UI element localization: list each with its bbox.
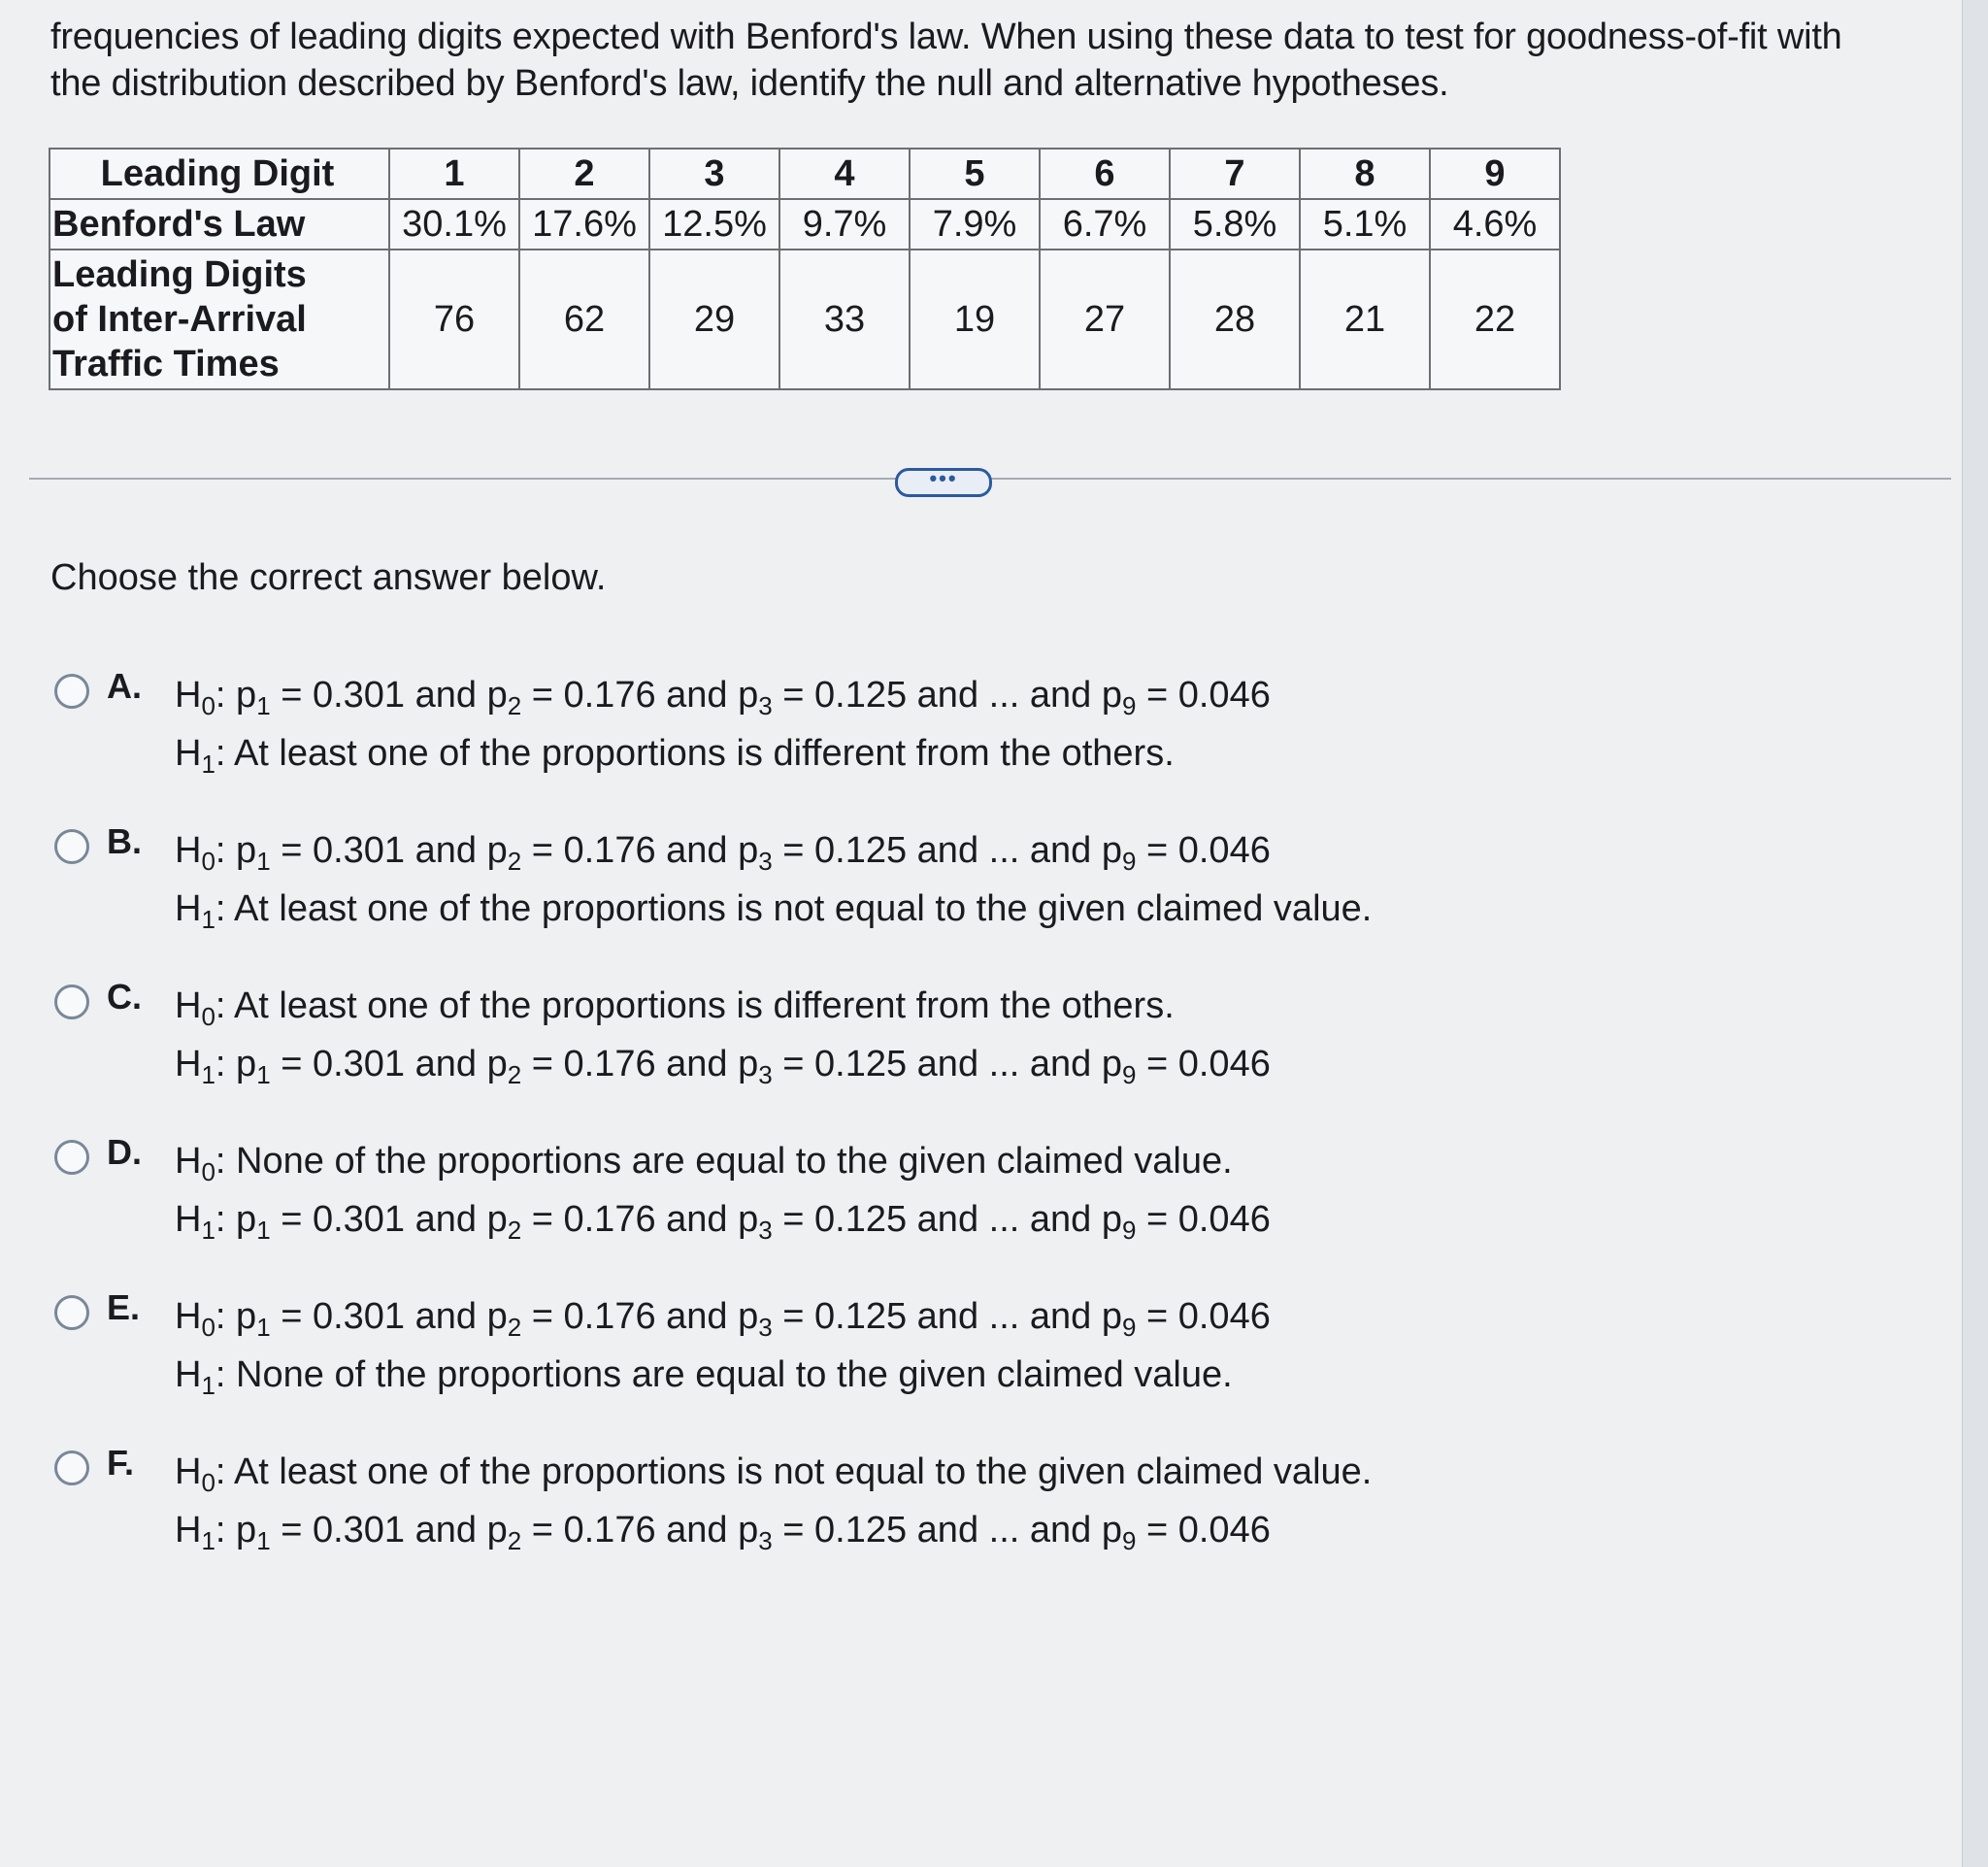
more-options-button[interactable]: ••• [895, 468, 992, 497]
benford-cell: 7.9% [910, 199, 1040, 250]
benford-cell: 5.8% [1170, 199, 1300, 250]
option-b[interactable] [50, 821, 1895, 977]
null-hypothesis: $H_0$: $p_1 = 0.301$ and $p_2 = 0.176$ and $p_3 = 0.125$ and ... and $p_9 = 0.046$ [175, 1296, 1271, 1342]
digit-cell: 5 [910, 149, 1040, 199]
leading-digit-label: Leading Digit [50, 149, 389, 199]
option-letter: C. [107, 977, 142, 1017]
option-text [175, 1132, 1271, 1249]
radio-button[interactable] [54, 1450, 89, 1485]
option-letter: D. [107, 1132, 142, 1172]
benford-cell: 4.6% [1430, 199, 1560, 250]
radio-button[interactable] [54, 674, 89, 709]
question-line-1: frequencies of leading digits expected with Benford's law. When using these data to test for goodness-of-fit with [50, 17, 1842, 57]
option-text [175, 821, 1372, 938]
alternative-hypothesis: $H_1$: $p_1 = 0.301$ and $p_2 = 0.176$ and $p_3 = 0.125$ and ... and $p_9 = 0.046$ [175, 1199, 1271, 1245]
observed-cell: 19 [910, 250, 1040, 389]
observed-cell: 22 [1430, 250, 1560, 389]
observed-cell: 27 [1040, 250, 1170, 389]
option-text [175, 1443, 1372, 1559]
option-text [175, 1287, 1271, 1404]
option-f[interactable] [50, 1443, 1895, 1598]
radio-button[interactable] [54, 1140, 89, 1175]
observed-row [50, 250, 1560, 389]
null-hypothesis: $H_0$: $p_1 = 0.301$ and $p_2 = 0.176$ and $p_3 = 0.125$ and ... and $p_9 = 0.046$ [175, 830, 1271, 876]
benford-cell: 6.7% [1040, 199, 1170, 250]
alternative-hypothesis: $H_1$: At least one of the proportions is different from the others. [175, 733, 1175, 779]
table-header-row [50, 149, 1560, 199]
benford-table [49, 148, 1561, 390]
observed-label-line: Leading Digits [52, 254, 307, 295]
alternative-hypothesis: $H_1$: $p_1 = 0.301$ and $p_2 = 0.176$ and $p_3 = 0.125$ and ... and $p_9 = 0.046$ [175, 1510, 1271, 1555]
radio-button[interactable] [54, 984, 89, 1019]
option-letter: E. [107, 1287, 141, 1327]
option-d[interactable] [50, 1132, 1895, 1287]
observed-cell: 33 [779, 250, 910, 389]
answer-options [50, 666, 1895, 1598]
scrollbar-track[interactable] [1962, 0, 1988, 1867]
option-text [175, 666, 1271, 783]
digit-cell: 2 [519, 149, 649, 199]
null-hypothesis: $H_0$: At least one of the proportions is not equal to the given claimed value. [175, 1451, 1373, 1497]
observed-label [50, 250, 389, 389]
option-letter: F. [107, 1443, 135, 1483]
observed-label-line: Traffic Times [52, 344, 280, 384]
digit-cell: 9 [1430, 149, 1560, 199]
observed-cell: 28 [1170, 250, 1300, 389]
benford-cell: 9.7% [779, 199, 910, 250]
option-c[interactable] [50, 977, 1895, 1132]
option-a[interactable] [50, 666, 1895, 821]
observed-label-line: of Inter-Arrival [52, 299, 307, 340]
benford-cell: 17.6% [519, 199, 649, 250]
null-hypothesis: $H_0$: $p_1 = 0.301$ and $p_2 = 0.176$ and $p_3 = 0.125$ and ... and $p_9 = 0.046$ [175, 675, 1271, 720]
digit-cell: 7 [1170, 149, 1300, 199]
benford-cell: 5.1% [1300, 199, 1430, 250]
option-e[interactable] [50, 1287, 1895, 1443]
observed-cell: 62 [519, 250, 649, 389]
radio-button[interactable] [54, 1295, 89, 1330]
option-letter: B. [107, 821, 142, 861]
null-hypothesis: $H_0$: None of the proportions are equal to the given claimed value. [175, 1141, 1233, 1186]
observed-cell: 76 [389, 250, 519, 389]
radio-button[interactable] [54, 829, 89, 864]
benford-label: Benford's Law [50, 199, 389, 250]
benford-cell: 12.5% [649, 199, 779, 250]
option-letter: A. [107, 666, 142, 706]
digit-cell: 4 [779, 149, 910, 199]
digit-cell: 8 [1300, 149, 1430, 199]
digit-cell: 3 [649, 149, 779, 199]
benford-row [50, 199, 1560, 250]
question-line-2: the distribution described by Benford's law, identify the null and alternative hypotheses. [50, 63, 1449, 104]
observed-cell: 29 [649, 250, 779, 389]
question-text [50, 14, 1934, 107]
benford-cell: 30.1% [389, 199, 519, 250]
digit-cell: 6 [1040, 149, 1170, 199]
alternative-hypothesis: $H_1$: None of the proportions are equal to the given claimed value. [175, 1354, 1233, 1400]
alternative-hypothesis: $H_1$: At least one of the proportions is not equal to the given claimed value. [175, 888, 1373, 934]
null-hypothesis: $H_0$: At least one of the proportions is different from the others. [175, 985, 1175, 1031]
alternative-hypothesis: $H_1$: $p_1 = 0.301$ and $p_2 = 0.176$ and $p_3 = 0.125$ and ... and $p_9 = 0.046$ [175, 1044, 1271, 1089]
option-text [175, 977, 1271, 1093]
digit-cell: 1 [389, 149, 519, 199]
observed-cell: 21 [1300, 250, 1430, 389]
answer-prompt: Choose the correct answer below. [50, 557, 607, 598]
